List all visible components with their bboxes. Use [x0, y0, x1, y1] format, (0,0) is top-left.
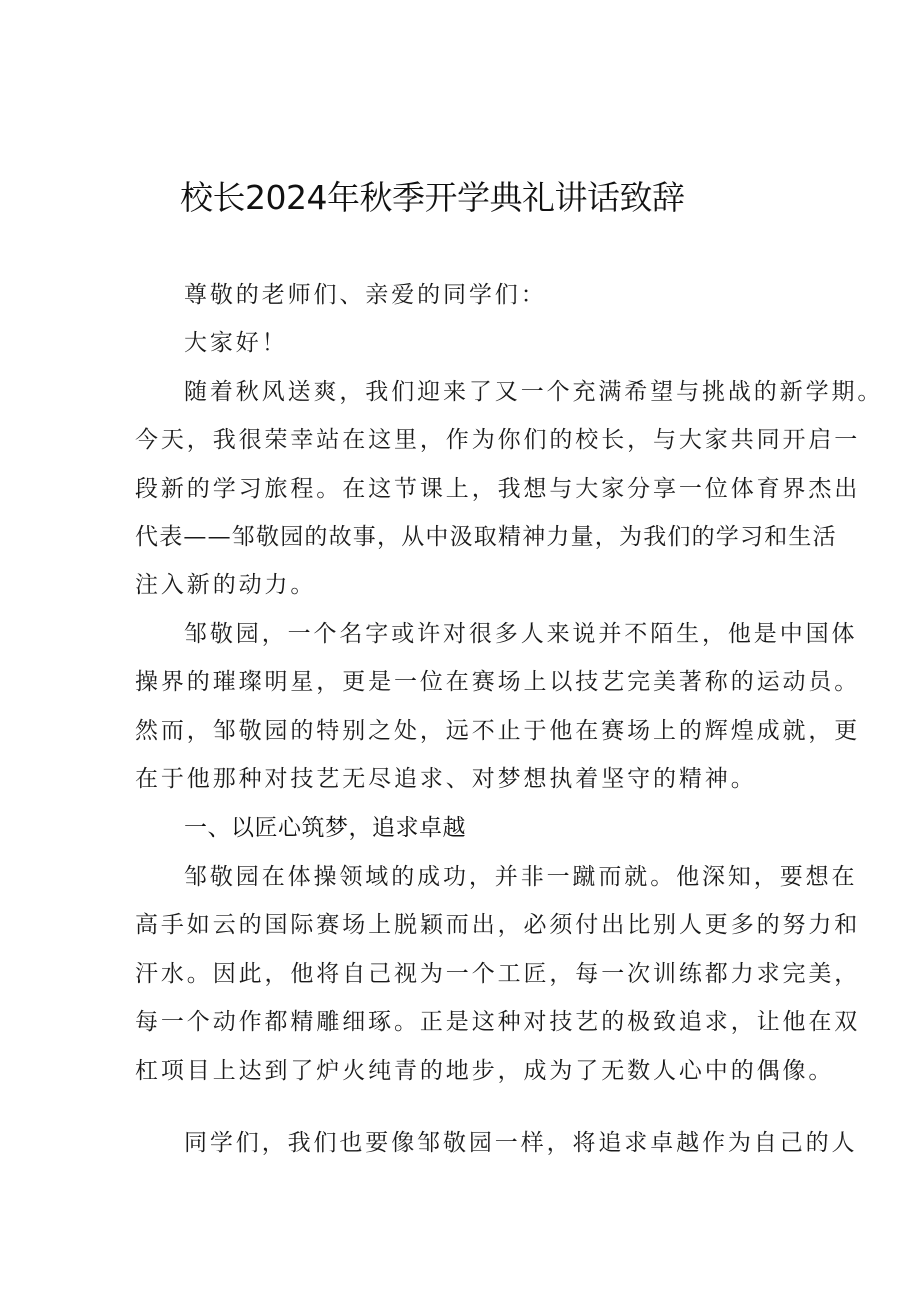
paragraph-1-line-5: 注入新的动力。	[135, 572, 317, 598]
paragraph-2-line-2: 操界的璀璨明星，更是一位在赛场上以技艺完美著称的运动员。	[135, 669, 861, 695]
paragraph-3-line-4: 每一个动作都精雕细琢。正是这种对技艺的极致追求，让他在双	[135, 1009, 861, 1035]
paragraph-4-line-1: 同学们，我们也要像邹敬园一样，将追求卓越作为自己的人	[184, 1130, 858, 1156]
hello-line: 大家好！	[184, 330, 288, 356]
paragraph-1-line-4: 代表——邹敬园的故事，从中汲取精神力量，为我们的学习和生活	[135, 524, 837, 550]
paragraph-2-line-4: 在于他那种对技艺无尽追求、对梦想执着坚守的精神。	[135, 766, 757, 792]
paragraph-3-line-1: 邹敬园在体操领域的成功，并非一蹴而就。他深知，要想在	[184, 864, 858, 890]
paragraph-2-line-3: 然而，邹敬园的特别之处，远不止于他在赛场上的辉煌成就，更	[135, 718, 861, 744]
paragraph-3-line-2: 高手如云的国际赛场上脱颖而出，必须付出比别人更多的努力和	[135, 912, 861, 938]
document-title: 校长2024年秋季开学典礼讲话致辞	[180, 178, 685, 217]
section-1-heading: 一、以匠心筑梦，追求卓越	[184, 815, 466, 841]
greeting-line: 尊敬的老师们、亲爱的同学们：	[184, 282, 547, 308]
paragraph-2-line-1: 邹敬园，一个名字或许对很多人来说并不陌生，他是中国体	[184, 621, 858, 647]
paragraph-1-line-1: 随着秋风送爽，我们迎来了又一个充满希望与挑战的新学期。	[184, 379, 884, 405]
paragraph-3-line-5: 杠项目上达到了炉火纯青的地步，成为了无数人心中的偶像。	[135, 1058, 835, 1084]
paragraph-1-line-2: 今天，我很荣幸站在这里，作为你们的校长，与大家共同开启一	[135, 427, 861, 453]
paragraph-1-line-3: 段新的学习旅程。在这节课上，我想与大家分享一位体育界杰出	[135, 476, 861, 502]
paragraph-3-line-3: 汗水。因此，他将自己视为一个工匠，每一次训练都力求完美，	[135, 961, 861, 987]
